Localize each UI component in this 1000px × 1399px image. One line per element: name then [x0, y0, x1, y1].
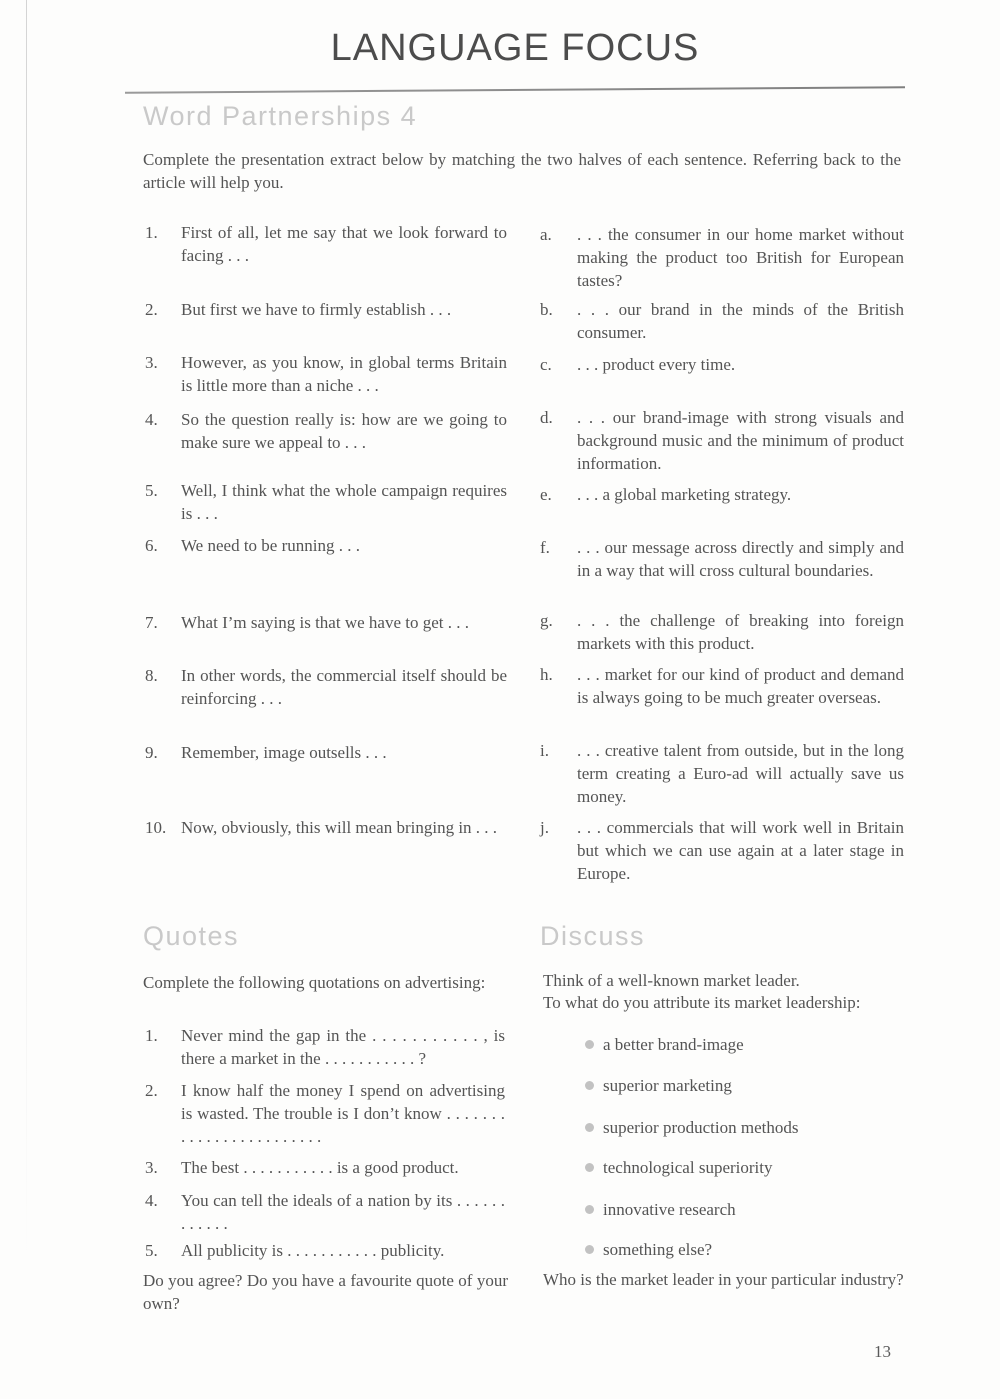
item-text: . . . the consumer in our home market without making the product too British for European tastes? [577, 225, 904, 290]
sentence-start-item [145, 479, 507, 525]
item-letter: j. [540, 818, 549, 837]
item-number: 3. [145, 1158, 158, 1177]
sentence-end-item [540, 536, 904, 582]
sentence-start-item [145, 611, 507, 634]
sentence-start-item [145, 408, 507, 454]
item-letter: e. [540, 485, 552, 504]
sentence-end-item [540, 298, 904, 344]
item-text: Remember, image outsells . . . [181, 743, 387, 762]
item-text: Never mind the gap in the . . . . . . . . . . . , is there a market in the . . . . . . . . . . . ? [181, 1026, 505, 1068]
discuss-outro-text: Who is the market leader in your particular industry? [543, 1270, 904, 1289]
item-letter: i. [540, 741, 549, 760]
section-heading-discuss: Discuss [540, 921, 646, 951]
quotes-outro-text: Do you agree? Do you have a favourite quote of your own? [143, 1271, 508, 1313]
item-text: First of all, let me say that we look forward to facing . . . [181, 223, 507, 265]
item-text: . . . creative talent from outside, but in the long term creating a Euro-ad will actually save us money. [577, 741, 904, 806]
sentence-end-item [540, 353, 904, 376]
quote-item [145, 1239, 505, 1262]
section-heading-quotes: Quotes [143, 921, 240, 951]
discuss-bullet-item [585, 1116, 905, 1139]
bullet-text: technological superiority [603, 1158, 773, 1177]
item-text: . . . commercials that will work well in Britain but which we can use again at a later stage in Europe. [577, 818, 904, 883]
bullet-icon [585, 1163, 594, 1172]
item-number: 5. [145, 1241, 158, 1260]
item-number: 8. [145, 666, 158, 685]
bullet-icon [585, 1081, 594, 1090]
item-text: Now, obviously, this will mean bringing in . . . [181, 818, 498, 837]
bullet-icon [585, 1040, 594, 1049]
item-text: We need to be running . . . [181, 536, 360, 555]
sentence-end-item [540, 739, 904, 808]
bullet-text: something else? [603, 1240, 713, 1259]
page-number: 13 [874, 1342, 891, 1361]
item-number: 4. [145, 1191, 158, 1210]
item-text: . . . the challenge of breaking into foreign markets with this product. [577, 611, 904, 653]
discuss-intro-line2: To what do you attribute its market leadership: [543, 993, 861, 1012]
item-text: . . . our brand in the minds of the British consumer. [577, 300, 904, 342]
sentence-start-item [145, 221, 507, 267]
sentence-start-item [145, 664, 507, 710]
item-text: However, as you know, in global terms Britain is little more than a niche . . . [181, 353, 507, 395]
discuss-bullet-item [585, 1074, 905, 1097]
header-rule [125, 86, 905, 93]
item-text: All publicity is . . . . . . . . . . . publicity. [181, 1241, 445, 1260]
discuss-bullet-item [585, 1033, 905, 1056]
bullet-text: a better brand-image [603, 1035, 744, 1054]
bullet-icon [585, 1123, 594, 1132]
item-text: . . . product every time. [577, 355, 736, 374]
discuss-bullet-item [585, 1156, 905, 1179]
sentence-end-item [540, 483, 904, 506]
item-text: You can tell the ideals of a nation by its . . . . . . . . . . . . [181, 1191, 505, 1233]
item-number: 1. [145, 223, 158, 242]
item-text: Well, I think what the whole campaign requires is . . . [181, 481, 507, 523]
item-number: 3. [145, 353, 158, 372]
sentence-end-item [540, 609, 904, 655]
item-letter: b. [540, 300, 553, 319]
instructions-text: Complete the presentation extract below by matching the two halves of each sentence. Referring back to the article will help you. [143, 150, 901, 192]
item-letter: f. [540, 538, 550, 557]
item-number: 2. [145, 1081, 158, 1100]
item-text: I know half the money I spend on advertising is wasted. The trouble is I don’t know . . . . . . . . . . . . . . . . . . . . . . . . [181, 1081, 505, 1146]
sentence-end-item [540, 816, 904, 885]
item-text: In other words, the commercial itself should be reinforcing . . . [181, 666, 507, 708]
sentence-start-item [145, 351, 507, 397]
item-number: 9. [145, 743, 158, 762]
item-number: 6. [145, 536, 158, 555]
item-text: . . . our message across directly and simply and in a way that will cross cultural boundaries. [577, 538, 904, 580]
item-number: 5. [145, 481, 158, 500]
item-text: . . . market for our kind of product and demand is always going to be much greater overseas. [577, 665, 904, 707]
item-number: 4. [145, 410, 158, 429]
sentence-start-item [145, 741, 507, 764]
item-text: But first we have to firmly establish . . . [181, 300, 452, 319]
discuss-intro-line1: Think of a well-known market leader. [543, 971, 800, 990]
item-number: 2. [145, 300, 158, 319]
quote-item [145, 1189, 505, 1235]
sentence-end-item [540, 406, 904, 475]
item-letter: c. [540, 355, 552, 374]
bullet-text: innovative research [603, 1200, 736, 1219]
item-text: So the question really is: how are we going to make sure we appeal to . . . [181, 410, 507, 452]
item-number: 10. [145, 818, 167, 837]
item-letter: d. [540, 408, 553, 427]
item-text: What I’m saying is that we have to get . . . [181, 613, 469, 632]
quote-item [145, 1079, 505, 1148]
item-text: . . . our brand-image with strong visuals and background music and the minimum of product information. [577, 408, 904, 473]
sentence-end-item [540, 663, 904, 709]
section-heading-word-partnerships: Word Partnerships 4 [143, 101, 418, 131]
quote-item [145, 1156, 505, 1179]
item-text: The best . . . . . . . . . . . is a good product. [181, 1158, 459, 1177]
bullet-icon [585, 1245, 594, 1254]
scan-crease-line [26, 0, 27, 1399]
page-title: LANGUAGE FOCUS [330, 27, 700, 69]
quotes-intro-text: Complete the following quotations on advertising: [143, 973, 486, 992]
item-letter: a. [540, 225, 552, 244]
sentence-end-item [540, 223, 904, 292]
item-text: . . . a global marketing strategy. [577, 485, 792, 504]
sentence-start-item [145, 816, 507, 839]
discuss-bullet-item [585, 1198, 905, 1221]
sentence-start-item [145, 534, 507, 557]
item-number: 1. [145, 1026, 158, 1045]
item-letter: h. [540, 665, 553, 684]
bullet-text: superior production methods [603, 1118, 799, 1137]
bullet-text: superior marketing [603, 1076, 732, 1095]
quote-item [145, 1024, 505, 1070]
sentence-start-item [145, 298, 507, 321]
discuss-bullet-item [585, 1238, 905, 1261]
bullet-icon [585, 1205, 594, 1214]
item-letter: g. [540, 611, 553, 630]
item-number: 7. [145, 613, 158, 632]
